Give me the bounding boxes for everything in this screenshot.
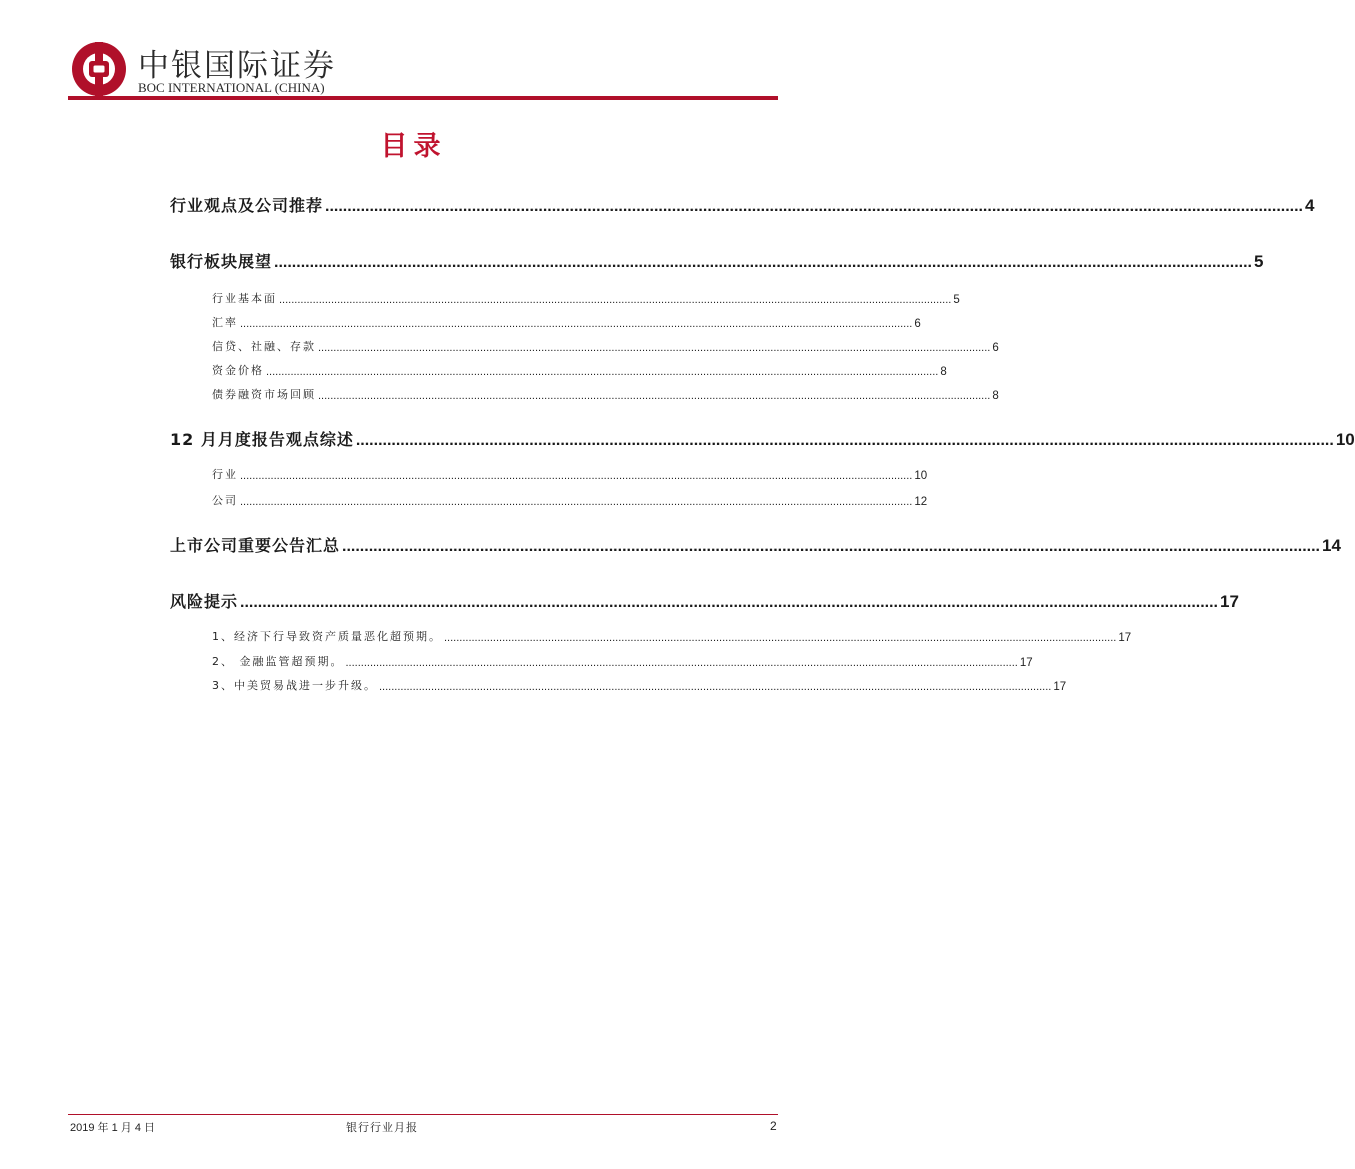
toc-entry[interactable] bbox=[170, 194, 1315, 216]
toc-subentry[interactable] bbox=[212, 386, 999, 402]
toc-leader-dots: ............................................................................................................................................................................................................................ bbox=[345, 657, 1018, 669]
boc-logo-icon bbox=[70, 40, 128, 98]
header-divider bbox=[68, 96, 778, 100]
toc-entry-page: 5 bbox=[1253, 252, 1264, 271]
toc-subentry[interactable] bbox=[212, 290, 960, 306]
toc-leader-dots: ............................................................................................................................................................................................................................ bbox=[355, 432, 1334, 449]
toc-leader-dots: ............................................................................................................................................................................................................................ bbox=[318, 342, 991, 354]
toc-subentry[interactable] bbox=[212, 492, 928, 508]
footer-report-title: 银行行业月报 bbox=[346, 1121, 418, 1134]
toc-leader-dots: ............................................................................................................................................................................................................................ bbox=[274, 254, 1252, 271]
toc-entry-label: 12 月月度报告观点综述 bbox=[170, 430, 354, 449]
footer-date: 2019 年 1 月 4 日 bbox=[70, 1122, 155, 1134]
toc-entry-label: 风险提示 bbox=[170, 592, 239, 611]
toc-subentry[interactable] bbox=[212, 466, 928, 482]
toc-entry-page: 10 bbox=[1335, 430, 1355, 449]
toc-subentry[interactable] bbox=[212, 653, 1033, 669]
toc-subentry[interactable] bbox=[212, 314, 921, 330]
toc-subentry[interactable] bbox=[212, 362, 947, 378]
toc-entry-label: 行业 bbox=[212, 468, 238, 481]
toc-leader-dots: ............................................................................................................................................................................................................................ bbox=[240, 470, 913, 482]
toc-entry-label: 公司 bbox=[212, 494, 238, 507]
toc-entry-label: 3、中美贸易战进一步升级。 bbox=[212, 679, 377, 692]
toc-leader-dots: ............................................................................................................................................................................................................................ bbox=[240, 496, 913, 508]
toc-entry-page: 14 bbox=[1321, 536, 1341, 555]
footer-divider bbox=[68, 1114, 778, 1115]
toc-entry[interactable] bbox=[170, 534, 1341, 556]
toc-entry-page: 8 bbox=[992, 390, 999, 402]
toc-subentry[interactable] bbox=[212, 628, 1132, 644]
toc-entry-label: 上市公司重要公告汇总 bbox=[170, 536, 341, 555]
toc-entry-label: 债券融资市场回顾 bbox=[212, 388, 316, 401]
brand-name-cn: 中银国际证券 bbox=[138, 48, 336, 84]
toc-entry[interactable] bbox=[170, 428, 1355, 450]
toc-entry[interactable] bbox=[170, 250, 1264, 272]
toc-entry-page: 12 bbox=[914, 496, 928, 508]
toc-entry-page: 17 bbox=[1219, 592, 1239, 611]
toc-entry-label: 行业基本面 bbox=[212, 292, 277, 305]
toc-entry-label: 信贷、社融、存款 bbox=[212, 340, 316, 353]
toc-leader-dots: ............................................................................................................................................................................................................................ bbox=[342, 538, 1320, 555]
toc-leader-dots: ............................................................................................................................................................................................................................ bbox=[279, 294, 952, 306]
toc-subentry[interactable] bbox=[212, 677, 1067, 693]
toc-leader-dots: ............................................................................................................................................................................................................................ bbox=[240, 318, 913, 330]
toc-leader-dots: ............................................................................................................................................................................................................................ bbox=[379, 681, 1052, 693]
toc-entry-page: 10 bbox=[914, 470, 928, 482]
toc-entry-page: 8 bbox=[940, 366, 947, 378]
toc-entry-label: 资金价格 bbox=[212, 364, 264, 377]
brand-name-en: BOC INTERNATIONAL (CHINA) bbox=[138, 80, 325, 95]
toc-leader-dots: ............................................................................................................................................................................................................................ bbox=[325, 198, 1303, 215]
page-header bbox=[70, 38, 778, 102]
toc-entry-page: 17 bbox=[1118, 632, 1132, 644]
toc-title: 目录 bbox=[380, 131, 447, 162]
toc-entry[interactable] bbox=[170, 590, 1239, 612]
toc-leader-dots: ............................................................................................................................................................................................................................ bbox=[240, 594, 1218, 611]
toc-entry-label: 银行板块展望 bbox=[170, 252, 273, 271]
toc-entry-page: 5 bbox=[953, 294, 960, 306]
toc-subentry[interactable] bbox=[212, 338, 999, 354]
page-number: 2 bbox=[770, 1119, 777, 1133]
toc-leader-dots: ............................................................................................................................................................................................................................ bbox=[318, 390, 991, 402]
toc-entry-label: 2、 金融监管超预期。 bbox=[212, 655, 344, 668]
toc-entry-page: 6 bbox=[992, 342, 999, 354]
toc-entry-page: 4 bbox=[1304, 196, 1315, 215]
toc-entry-page: 6 bbox=[914, 318, 921, 330]
toc-entry-page: 17 bbox=[1019, 657, 1033, 669]
toc-entry-label: 1、经济下行导致资产质量恶化超预期。 bbox=[212, 630, 442, 643]
toc-entry-page: 17 bbox=[1053, 681, 1067, 693]
toc-entry-label: 行业观点及公司推荐 bbox=[170, 196, 324, 215]
toc-entry-label: 汇率 bbox=[212, 316, 238, 329]
toc-leader-dots: ............................................................................................................................................................................................................................ bbox=[266, 366, 939, 378]
toc-leader-dots: ............................................................................................................................................................................................................................ bbox=[444, 632, 1117, 644]
